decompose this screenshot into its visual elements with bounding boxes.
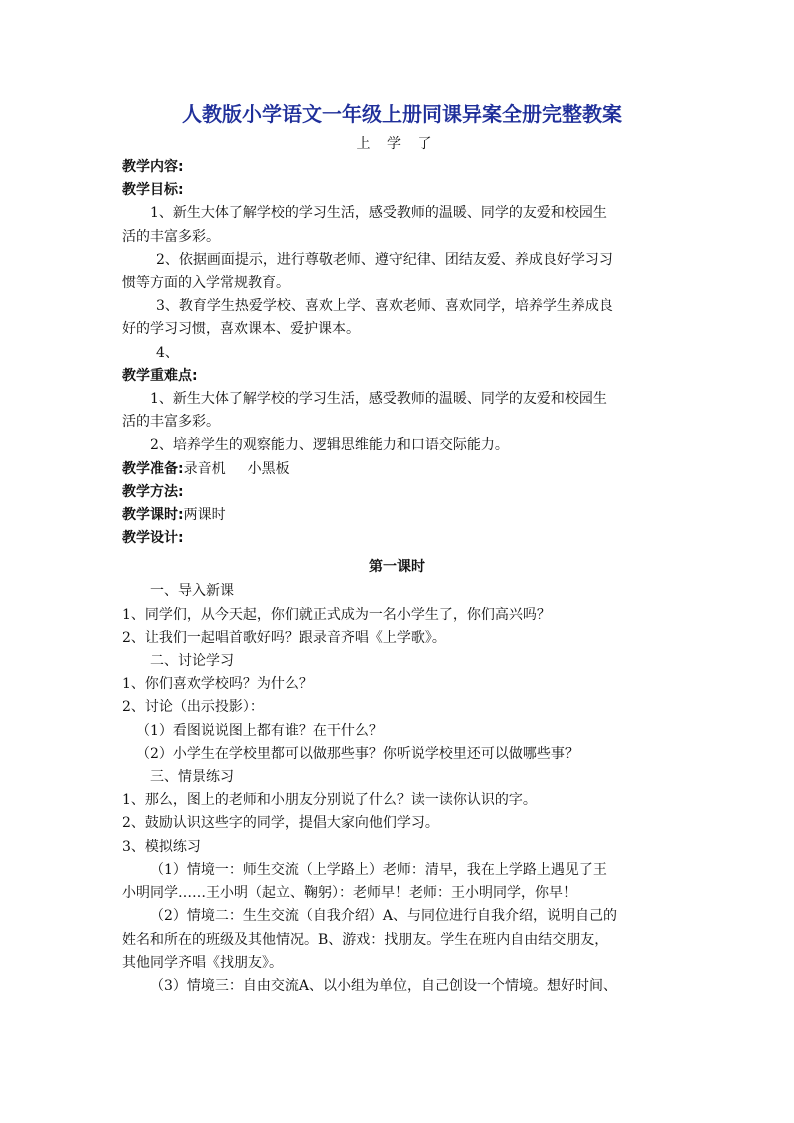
preparation-row [122, 458, 672, 481]
key-point-line: 1、新生大体了解学校的学习生活，感受教师的温暖、同学的友爱和校园生 [150, 391, 607, 408]
body-line: 其他同学齐唱《找朋友》。 [122, 954, 283, 971]
body-line: （2）小学生在学校里都可以做那些事？你听说学校里还可以做哪些事？ [136, 745, 579, 762]
body-line: （3）情境三：自由交流A、以小组为单位，自己创设一个情境。想好时间、 [150, 977, 618, 994]
body-line: 2、鼓励认识这些字的同学，提倡大家向他们学习。 [122, 815, 439, 832]
hours-label: 教学课时: [122, 507, 184, 524]
key-point-line: 活的丰富多彩。 [122, 414, 220, 431]
body-line: 1、你们喜欢学校吗？为什么？ [122, 676, 313, 693]
body-line: 小明同学……王小明（起立、鞠躬）：老师早！老师：王小明同学，你早！ [122, 885, 577, 902]
lesson-heading: 第一课时 [369, 559, 425, 576]
goal-line: 活的丰富多彩。 [122, 228, 220, 245]
preparation-item: 录音机 [183, 460, 226, 477]
goal-line: 好的学习习惯，喜欢课本、爱护课本。 [122, 321, 360, 338]
document-title: 人教版小学语文一年级上册同课异案全册完整教案 [182, 102, 622, 126]
section-heading: 二、讨论学习 [150, 653, 234, 670]
body-line: 1、同学们，从今天起，你们就正式成为一名小学生了，你们高兴吗？ [122, 606, 551, 623]
hours-row [122, 504, 672, 527]
body-line: 2、让我们一起唱首歌好吗？跟录音齐唱《上学歌》。 [122, 629, 446, 646]
section-heading: 三、情景练习 [150, 769, 234, 786]
hours-value: 两课时 [183, 507, 226, 524]
goal-line: 3、教育学生热爱学校、喜欢上学、喜欢老师、喜欢同学，培养学生养成良 [156, 298, 613, 315]
body-line: （1）情境一：师生交流（上学路上）老师：清早，我在上学路上遇见了王 [150, 861, 607, 878]
goal-line: 1、新生大体了解学校的学习生活，感受教师的温暖、同学的友爱和校园生 [150, 205, 607, 222]
design-label: 教学设计: [122, 530, 184, 547]
body-line: （2）情境二：生生交流（自我介绍）A、与同位进行自我介绍，说明自己的 [150, 908, 618, 925]
content-label: 教学内容: [122, 159, 184, 175]
goal-line: 2、依据画面提示，进行尊敬老师、遵守纪律、团结友爱、养成良好学习习 [156, 251, 613, 268]
body-line: 2、讨论（出示投影）： [122, 699, 264, 716]
key-points-label: 教学重难点: [122, 367, 198, 384]
body-line: 1、那么，图上的老师和小朋友分别说了什么？读一读你认识的字。 [122, 792, 537, 809]
key-point-line: 2、培养学生的观察能力、逻辑思维能力和口语交际能力。 [150, 437, 509, 454]
lesson-topic: 上 学 了 [356, 136, 438, 152]
section-heading: 一、导入新课 [150, 583, 234, 600]
preparation-label: 教学准备: [122, 460, 184, 477]
preparation-item: 小黑板 [247, 460, 290, 477]
body-line: （1）看图说说图上都有谁？在干什么？ [136, 722, 383, 739]
goal-line: 惯等方面的入学常规教育。 [122, 275, 290, 292]
body-line: 3、模拟练习 [122, 838, 201, 855]
body-line: 姓名和所在的班级及其他情况。B、游戏：找朋友。学生在班内自由结交朋友， [122, 931, 609, 948]
method-label: 教学方法: [122, 483, 184, 500]
goal-line: 4、 [156, 344, 179, 361]
goals-label: 教学目标: [122, 182, 184, 199]
